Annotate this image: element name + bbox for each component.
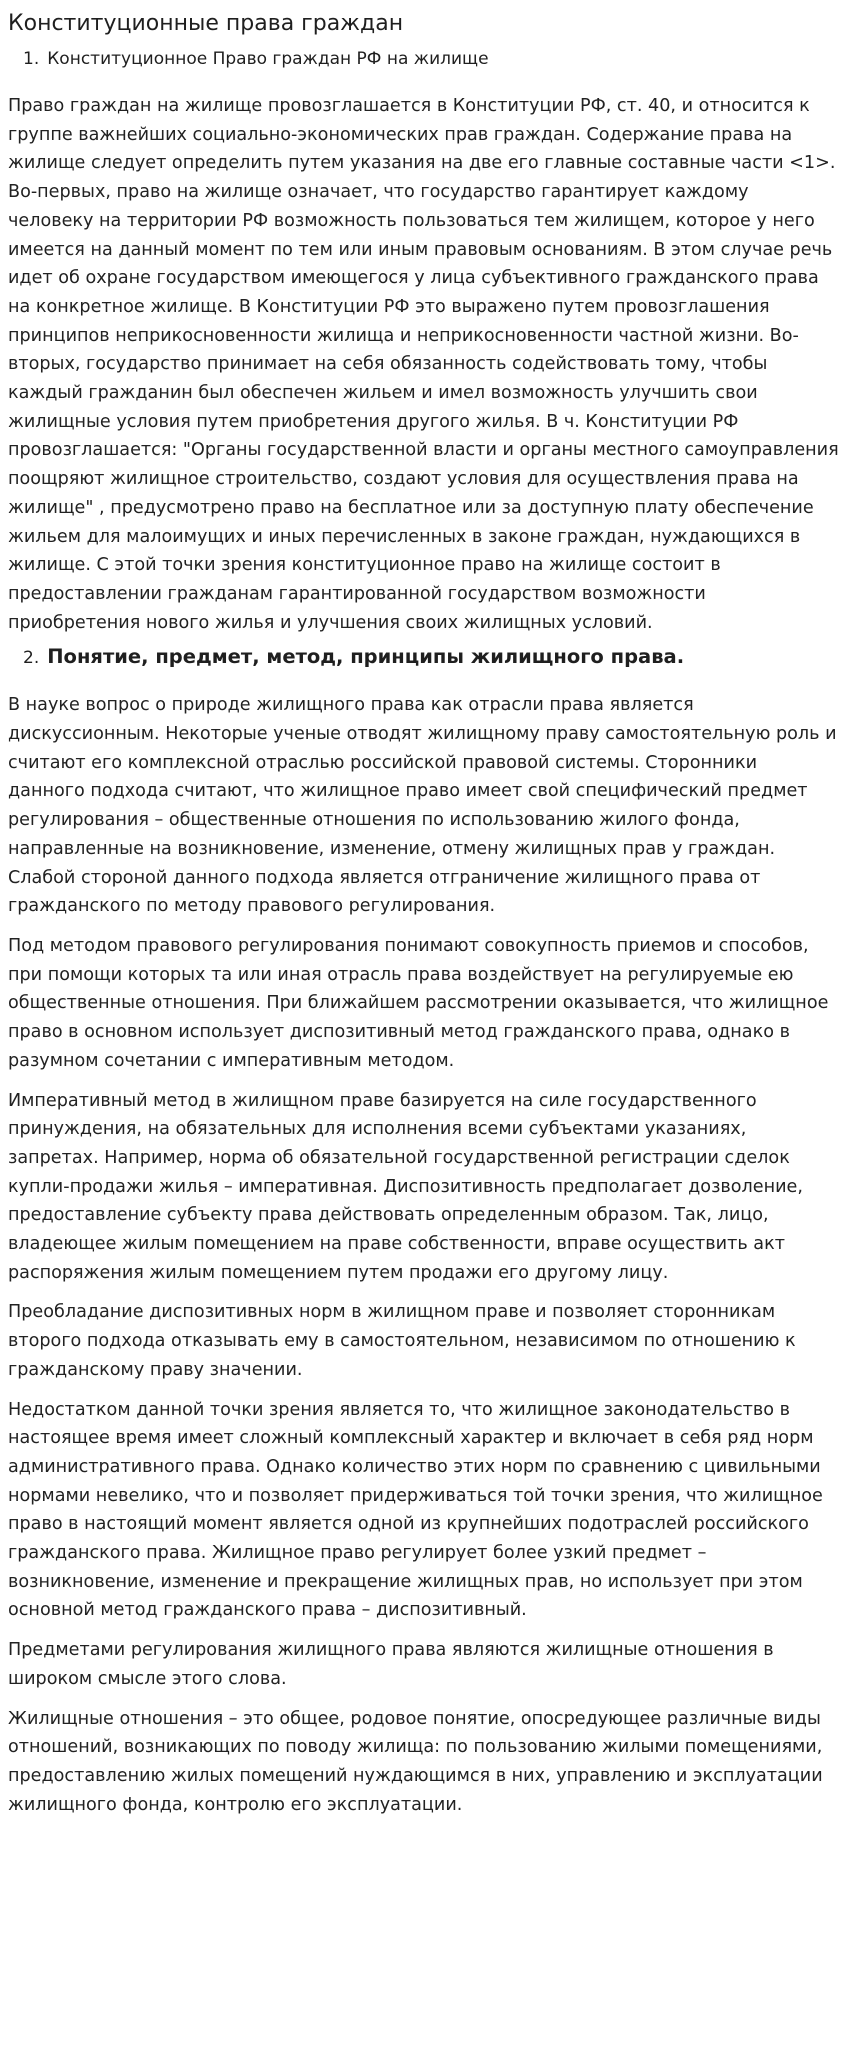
section-2-paragraph-2: Под методом правового регулирования понимают совокупность приемов и способов, при помощи которых та или иная отрасль права воздействует на регулируемые ею общественные отношения. При ближайшем рассмотрении оказывается, что жилищное право в основном использует диспозитивный метод гражданского права, однако в разумном сочетании с императивным методом.	[8, 935, 829, 1071]
section-2-paragraph-6: Предметами регулирования жилищного права являются жилищные отношения в широком смысле этого слова.	[8, 1640, 774, 1689]
section-1-title: Конституционное Право граждан РФ на жилище	[47, 49, 489, 69]
section-1-paragraph-1: Право граждан на жилище провозглашается в Конституции РФ, ст. 40, и относится к группе важнейших социально-экономических прав граждан. Содержание права на жилище следует определить путем указания на две его главные составные части <1>. Во-первых, право на жилище означает, что государство гарантирует каждому человеку на территории РФ возможность пользоваться тем жилищем, которое у него имеется на данный момент по тем или иным правовым основаниям. В этом случае речь идет об охране государством имеющегося у лица субъективного гражданского права на конкретное жилище. В Конституции РФ это выражено путем провозглашения принципов неприкосновенности жилища и неприкосновенности частной жизни. Во-вторых, государство принимает на себя обязанность содействовать тому, чтобы каждый гражданин был обеспечен жильем и имел возможность улучшить свои жилищные условия путем приобретения другого жилья. В ч. Конституции РФ провозглашается: "Органы государственной власти и органы местного самоуправления поощряют жилищное строительство, создают условия для осуществления права на жилище" , предусмотрено право на бесплатное или за доступную плату обеспечение жильем для малоимущих и иных перечисленных в законе граждан, нуждающихся в жилище. С этой точки зрения конституционное право на жилище состоит в предоставлении гражданам гарантированной государством возможности приобретения нового жилья и улучшения своих жилищных условий.	[8, 96, 839, 633]
section-2-paragraph-1: В науке вопрос о природе жилищного права как отрасли права является дискуссионным. Некоторые ученые отводят жилищному праву самостоятельную роль и считают его комплексной отраслью российской правовой системы. Сторонники данного подхода считают, что жилищное право имеет свой специфический предмет регулирования – общественные отношения по использованию жилого фонда, направленные на возникновение, изменение, отмену жилищных прав у граждан. Слабой стороной данного подхода является отграничение жилищного права от гражданского по методу правового регулирования.	[8, 695, 837, 917]
section-2-title: Понятие, предмет, метод, принципы жилищного права.	[47, 645, 685, 669]
document-title: Конституционные права граждан	[8, 11, 404, 36]
section-2-paragraph-5: Недостатком данной точки зрения является то, что жилищное законодательство в настоящее время имеет сложный комплексный характер и включает в себя ряд норм административного права. Однако количество этих норм по сравнению с цивильными нормами невелико, что и позволяет придерживаться той точки зрения, что жилищное право в настоящий момент является одной из крупнейших подотраслей российского гражданского права. Жилищное право регулирует более узкий предмет – возникновение, изменение и прекращение жилищных прав, но использует при этом основной метод гражданского права – диспозитивный.	[8, 1399, 823, 1621]
section-2-paragraph-3: Императивный метод в жилищном праве базируется на силе государственного принуждения, на обязательных для исполнения всеми субъектами указаниях, запретах. Например, норма об обязательной государственной регистрации сделок купли-продажи жилья – императивная. Диспозитивность предполагает дозволение, предоставление субъекту права действовать определенным образом. Так, лицо, владеющее жилым помещением на праве собственности, вправе осуществить акт распоряжения жилым помещением путем продажи его другому лицу.	[8, 1090, 803, 1283]
section-2-paragraph-7: Жилищные отношения – это общее, родовое понятие, опосредующее различные виды отношений, возникающих по поводу жилища: по пользованию жилыми помещениями, предоставлению жилых помещений нуждающимся в них, управлению и эксплуатации жилищного фонда, контролю его эксплуатации.	[8, 1708, 823, 1815]
section-1-heading	[8, 46, 839, 72]
section-2-number: 2.	[23, 648, 40, 669]
section-2-paragraph-4: Преобладание диспозитивных норм в жилищном праве и позволяет сторонникам второго подхода отказывать ему в самостоятельном, независимом по отношению к гражданскому праву значении.	[8, 1302, 796, 1380]
section-2-heading	[8, 644, 839, 671]
section-1-number: 1.	[23, 49, 40, 69]
